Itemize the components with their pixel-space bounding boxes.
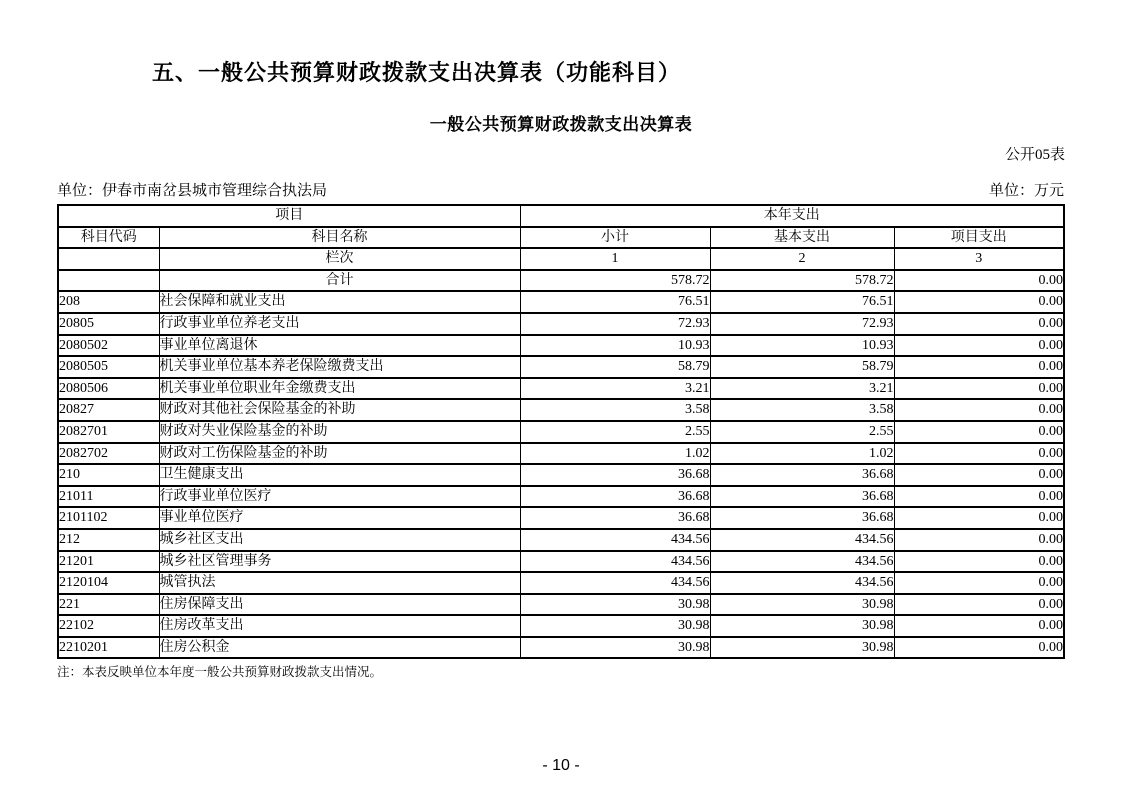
cell-name: 城乡社区管理事务 <box>159 551 520 573</box>
cell-name: 卫生健康支出 <box>159 464 520 486</box>
lanci-col-3: 3 <box>894 248 1064 270</box>
cell-name: 城管执法 <box>159 572 520 594</box>
table-title: 一般公共预算财政拨款支出决算表 <box>429 115 693 134</box>
cell-subtotal: 3.21 <box>520 378 710 400</box>
table-row <box>58 421 1064 443</box>
cell-name: 机关事业单位基本养老保险缴费支出 <box>159 356 520 378</box>
cell-project: 0.00 <box>894 356 1064 378</box>
total-project: 0.00 <box>894 270 1064 292</box>
cell-basic: 36.68 <box>710 464 894 486</box>
cell-name: 住房保障支出 <box>159 594 520 616</box>
form-code: 公开05表 <box>1004 147 1065 163</box>
cell-project: 0.00 <box>894 594 1064 616</box>
cell-subtotal: 3.58 <box>520 399 710 421</box>
cell-project: 0.00 <box>894 637 1064 659</box>
header-group-item: 项目 <box>58 205 520 227</box>
total-basic: 578.72 <box>710 270 894 292</box>
cell-subtotal: 1.02 <box>520 443 710 465</box>
table-row <box>58 356 1064 378</box>
cell-project: 0.00 <box>894 486 1064 508</box>
cell-name: 城乡社区支出 <box>159 529 520 551</box>
meta-row <box>57 179 1064 200</box>
page-number: - 10 - <box>542 757 580 774</box>
table-row <box>58 313 1064 335</box>
cell-name: 事业单位离退休 <box>159 335 520 357</box>
cell-code: 20827 <box>58 399 159 421</box>
cell-name: 财政对其他社会保险基金的补助 <box>159 399 520 421</box>
unit-name: 单位：伊春市南岔县城市管理综合执法局 <box>57 183 328 199</box>
cell-basic: 30.98 <box>710 637 894 659</box>
header-group-year: 本年支出 <box>520 205 1064 227</box>
cell-basic: 36.68 <box>710 507 894 529</box>
cell-code: 2082701 <box>58 421 159 443</box>
table-row <box>58 637 1064 659</box>
expenditure-table <box>57 204 1065 659</box>
cell-name: 住房改革支出 <box>159 615 520 637</box>
table-row <box>58 615 1064 637</box>
header-columns-row <box>58 227 1064 249</box>
table-row <box>58 594 1064 616</box>
col-header-name: 科目名称 <box>159 227 520 249</box>
cell-code: 20805 <box>58 313 159 335</box>
cell-project: 0.00 <box>894 615 1064 637</box>
cell-project: 0.00 <box>894 464 1064 486</box>
cell-name: 社会保障和就业支出 <box>159 291 520 313</box>
total-row <box>58 270 1064 292</box>
lanci-col-1: 1 <box>520 248 710 270</box>
lanci-label: 栏次 <box>159 248 520 270</box>
cell-project: 0.00 <box>894 572 1064 594</box>
total-label: 合计 <box>159 270 520 292</box>
cell-basic: 36.68 <box>710 486 894 508</box>
cell-basic: 3.58 <box>710 399 894 421</box>
col-header-basic: 基本支出 <box>710 227 894 249</box>
cell-subtotal: 30.98 <box>520 637 710 659</box>
cell-name: 财政对失业保险基金的补助 <box>159 421 520 443</box>
cell-project: 0.00 <box>894 313 1064 335</box>
cell-subtotal: 30.98 <box>520 615 710 637</box>
lanci-col-2: 2 <box>710 248 894 270</box>
cell-basic: 76.51 <box>710 291 894 313</box>
cell-basic: 58.79 <box>710 356 894 378</box>
cell-code: 208 <box>58 291 159 313</box>
cell-basic: 2.55 <box>710 421 894 443</box>
cell-code: 221 <box>58 594 159 616</box>
cell-basic: 434.56 <box>710 551 894 573</box>
cell-name: 机关事业单位职业年金缴费支出 <box>159 378 520 400</box>
cell-code: 210 <box>58 464 159 486</box>
cell-subtotal: 72.93 <box>520 313 710 335</box>
cell-subtotal: 36.68 <box>520 486 710 508</box>
cell-code: 21201 <box>58 551 159 573</box>
cell-basic: 1.02 <box>710 443 894 465</box>
cell-subtotal: 434.56 <box>520 572 710 594</box>
cell-code: 2082702 <box>58 443 159 465</box>
cell-name: 行政事业单位养老支出 <box>159 313 520 335</box>
cell-name: 事业单位医疗 <box>159 507 520 529</box>
table-row <box>58 291 1064 313</box>
cell-name: 行政事业单位医疗 <box>159 486 520 508</box>
cell-project: 0.00 <box>894 291 1064 313</box>
cell-basic: 434.56 <box>710 572 894 594</box>
cell-code: 2080502 <box>58 335 159 357</box>
cell-subtotal: 434.56 <box>520 551 710 573</box>
cell-project: 0.00 <box>894 551 1064 573</box>
cell-subtotal: 58.79 <box>520 356 710 378</box>
section-title: 五、一般公共预算财政拨款支出决算表（功能科目） <box>152 60 682 85</box>
table-note: 注：本表反映单位本年度一般公共预算财政拨款支出情况。 <box>57 665 383 679</box>
cell-subtotal: 434.56 <box>520 529 710 551</box>
cell-subtotal: 30.98 <box>520 594 710 616</box>
cell-project: 0.00 <box>894 335 1064 357</box>
lanci-row <box>58 248 1064 270</box>
cell-code: 2080506 <box>58 378 159 400</box>
currency-unit: 单位：万元 <box>988 183 1064 199</box>
cell-basic: 30.98 <box>710 615 894 637</box>
cell-subtotal: 2.55 <box>520 421 710 443</box>
table-row <box>58 443 1064 465</box>
table-row <box>58 551 1064 573</box>
cell-basic: 10.93 <box>710 335 894 357</box>
cell-subtotal: 36.68 <box>520 464 710 486</box>
cell-code: 2101102 <box>58 507 159 529</box>
cell-name: 住房公积金 <box>159 637 520 659</box>
table-row <box>58 399 1064 421</box>
table-row <box>58 335 1064 357</box>
cell-empty <box>58 270 159 292</box>
cell-subtotal: 36.68 <box>520 507 710 529</box>
cell-basic: 72.93 <box>710 313 894 335</box>
cell-project: 0.00 <box>894 421 1064 443</box>
cell-project: 0.00 <box>894 507 1064 529</box>
cell-basic: 3.21 <box>710 378 894 400</box>
table-row <box>58 378 1064 400</box>
cell-subtotal: 76.51 <box>520 291 710 313</box>
cell-code: 21011 <box>58 486 159 508</box>
table-row <box>58 572 1064 594</box>
cell-name: 财政对工伤保险基金的补助 <box>159 443 520 465</box>
cell-project: 0.00 <box>894 443 1064 465</box>
cell-empty <box>58 248 159 270</box>
cell-code: 212 <box>58 529 159 551</box>
table-row <box>58 529 1064 551</box>
cell-basic: 434.56 <box>710 529 894 551</box>
table-row <box>58 464 1064 486</box>
cell-project: 0.00 <box>894 378 1064 400</box>
table-row <box>58 507 1064 529</box>
col-header-code: 科目代码 <box>58 227 159 249</box>
cell-code: 2080505 <box>58 356 159 378</box>
col-header-subtotal: 小计 <box>520 227 710 249</box>
table-row <box>58 486 1064 508</box>
col-header-project: 项目支出 <box>894 227 1064 249</box>
cell-project: 0.00 <box>894 529 1064 551</box>
cell-code: 2120104 <box>58 572 159 594</box>
expenditure-table-body <box>58 205 1064 658</box>
cell-project: 0.00 <box>894 399 1064 421</box>
cell-subtotal: 10.93 <box>520 335 710 357</box>
cell-code: 22102 <box>58 615 159 637</box>
header-group-row <box>58 205 1064 227</box>
total-subtotal: 578.72 <box>520 270 710 292</box>
cell-code: 2210201 <box>58 637 159 659</box>
cell-basic: 30.98 <box>710 594 894 616</box>
